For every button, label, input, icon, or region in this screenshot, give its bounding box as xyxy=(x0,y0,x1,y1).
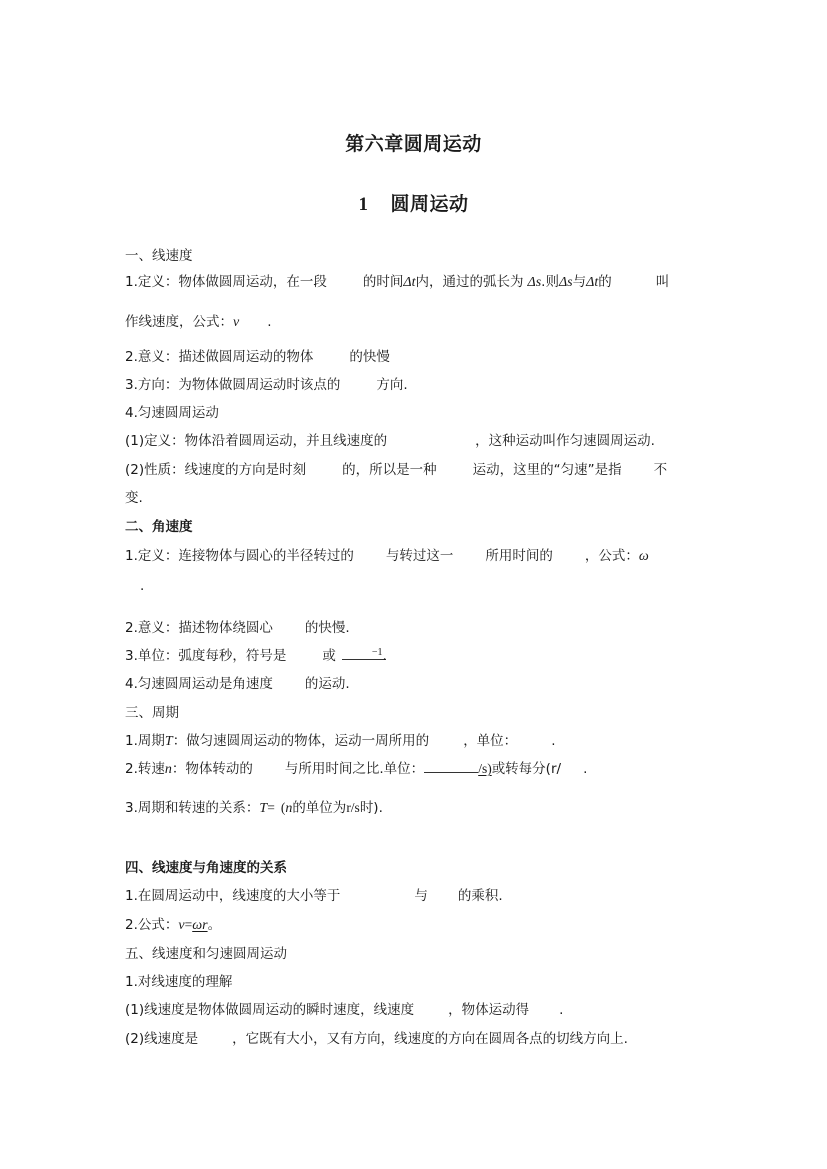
delta-s: Δs xyxy=(527,275,542,290)
text: ，这种运动叫作匀速圆周运动. xyxy=(475,433,655,449)
rotation-speed-definition xyxy=(125,757,587,778)
n-symbol: n xyxy=(285,801,293,816)
text: 的乘积. xyxy=(457,888,503,904)
T-symbol: T xyxy=(259,801,268,816)
delta-t: Δt xyxy=(403,275,416,290)
understanding-item2 xyxy=(125,1027,628,1047)
text: 或 xyxy=(322,648,336,664)
text: .则 xyxy=(541,274,559,290)
uniform-angular-velocity xyxy=(125,672,350,692)
text: 3.单位：弧度每秒，符号是 xyxy=(125,648,287,664)
text: ，它既有大小，又有方向，线速度的方向在圆周各点的切线方向上. xyxy=(232,1031,628,1047)
text: (1)定义：物体沿着圆周运动，并且线速度的 xyxy=(125,433,388,449)
text: ，单位： xyxy=(463,733,518,749)
text: 的快慢 xyxy=(349,349,390,365)
text: . xyxy=(267,314,272,330)
text: ( xyxy=(280,800,286,815)
rs-unit: r/s xyxy=(346,800,360,815)
understanding-item1 xyxy=(125,998,563,1018)
period-definition xyxy=(125,729,555,750)
heading-linear-uniform: 五、线速度和匀速圆周运动 xyxy=(125,946,287,962)
n-symbol: n xyxy=(164,762,172,777)
text: ：物体转动的 xyxy=(171,761,253,777)
text: 方向. xyxy=(376,377,408,393)
text: 2.意义：描述物体绕圆心 xyxy=(125,620,273,636)
text: 的 xyxy=(598,274,612,290)
text: 的时间 xyxy=(362,274,404,290)
omega-symbol: ω xyxy=(638,549,649,564)
text: 运动，这里的“匀速”是指 xyxy=(472,462,622,478)
text: 的，所以是一种 xyxy=(342,462,437,478)
text: . xyxy=(583,761,588,777)
text: (2)性质：线速度的方向是时刻 xyxy=(125,462,307,478)
text: 不 xyxy=(653,462,668,478)
text: = xyxy=(184,917,193,932)
text: 作线速度，公式： xyxy=(125,314,233,330)
blank-underline xyxy=(424,758,478,773)
text: 4.匀速圆周运动是角速度 xyxy=(125,676,273,692)
linear-velocity-definition-line2 xyxy=(125,310,272,331)
text: 3.方向：为物体做圆周运动时该点的 xyxy=(125,377,341,393)
text: 的运动. xyxy=(304,676,350,692)
text: 与 xyxy=(414,888,428,904)
heading-angular-velocity: 二、角速度 xyxy=(125,519,193,535)
omega-r-formula: ωr xyxy=(192,918,208,933)
text: 。 xyxy=(207,917,222,933)
text: ，公式： xyxy=(584,548,639,564)
text: 2.公式： xyxy=(125,917,179,933)
text: (2)线速度是 xyxy=(125,1031,199,1047)
heading-period: 三、周期 xyxy=(125,705,179,721)
T-symbol: T xyxy=(164,734,173,749)
linear-velocity-direction xyxy=(125,373,408,393)
text: 与 xyxy=(572,274,587,290)
text: 2.转速 xyxy=(125,761,165,777)
section-title xyxy=(0,189,827,216)
uniform-circular-motion-heading: 4.匀速圆周运动 xyxy=(125,405,219,421)
heading-relation: 四、线速度与角速度的关系 xyxy=(125,860,287,876)
angular-velocity-formula-dot: . xyxy=(140,578,145,594)
delta-t: Δt xyxy=(586,275,599,290)
text: . xyxy=(551,733,556,749)
angular-velocity-meaning xyxy=(125,616,350,636)
heading-linear-velocity: 一、线速度 xyxy=(125,248,193,264)
unit-underlined: /s) xyxy=(478,761,492,776)
delta-s: Δs xyxy=(558,275,573,290)
text: 叫 xyxy=(655,274,670,290)
text: 所用时间的 xyxy=(485,548,553,564)
section-number: 1 xyxy=(358,194,369,215)
text: 1.在圆周运动中，线速度的大小等于 xyxy=(125,888,341,904)
text: 内，通过的弧长为 xyxy=(415,274,524,290)
text: . xyxy=(382,648,387,664)
text: 3.周期和转速的关系： xyxy=(125,800,260,816)
uniform-property-line2: 变. xyxy=(125,490,143,506)
text: 与所用时间之比.单位： xyxy=(284,761,425,777)
text: 1.定义：连接物体与圆心的半径转过的 xyxy=(125,548,354,564)
chapter-title: 第六章圆周运动 xyxy=(345,133,482,155)
text: 的快慢. xyxy=(304,620,350,636)
text: 1.周期 xyxy=(125,733,165,749)
angular-velocity-definition xyxy=(125,544,649,565)
text: (1)线速度是物体做圆周运动的瞬时速度，线速度 xyxy=(125,1002,415,1018)
v-symbol: v xyxy=(233,315,240,330)
text: ：做匀速圆周运动的物体，运动一周所用的 xyxy=(172,733,430,749)
uniform-definition xyxy=(125,429,655,449)
uniform-property xyxy=(125,458,667,478)
linear-velocity-definition-line1 xyxy=(125,270,669,291)
linear-velocity-meaning xyxy=(125,345,390,365)
relation-line1 xyxy=(125,884,503,904)
section-name: 圆周运动 xyxy=(390,193,469,215)
text: 2.意义：描述做圆周运动的物体 xyxy=(125,349,314,365)
period-speed-relation xyxy=(125,796,383,817)
angular-velocity-unit xyxy=(125,644,387,664)
text: 的单位为 xyxy=(292,800,347,816)
text: 与转过这一 xyxy=(385,548,454,564)
text: ，物体运动得 xyxy=(448,1002,530,1018)
v-symbol: v xyxy=(178,918,185,933)
relation-formula xyxy=(125,913,221,934)
text: 时). xyxy=(359,800,383,816)
text: = xyxy=(267,800,275,815)
unit-superscript: −1 xyxy=(371,647,383,658)
linear-velocity-understanding: 1.对线速度的理解 xyxy=(125,974,233,990)
text: . xyxy=(559,1002,564,1018)
text: 或转每分(r/ xyxy=(491,761,562,777)
text: 1.定义：物体做圆周运动，在一段 xyxy=(125,274,327,290)
